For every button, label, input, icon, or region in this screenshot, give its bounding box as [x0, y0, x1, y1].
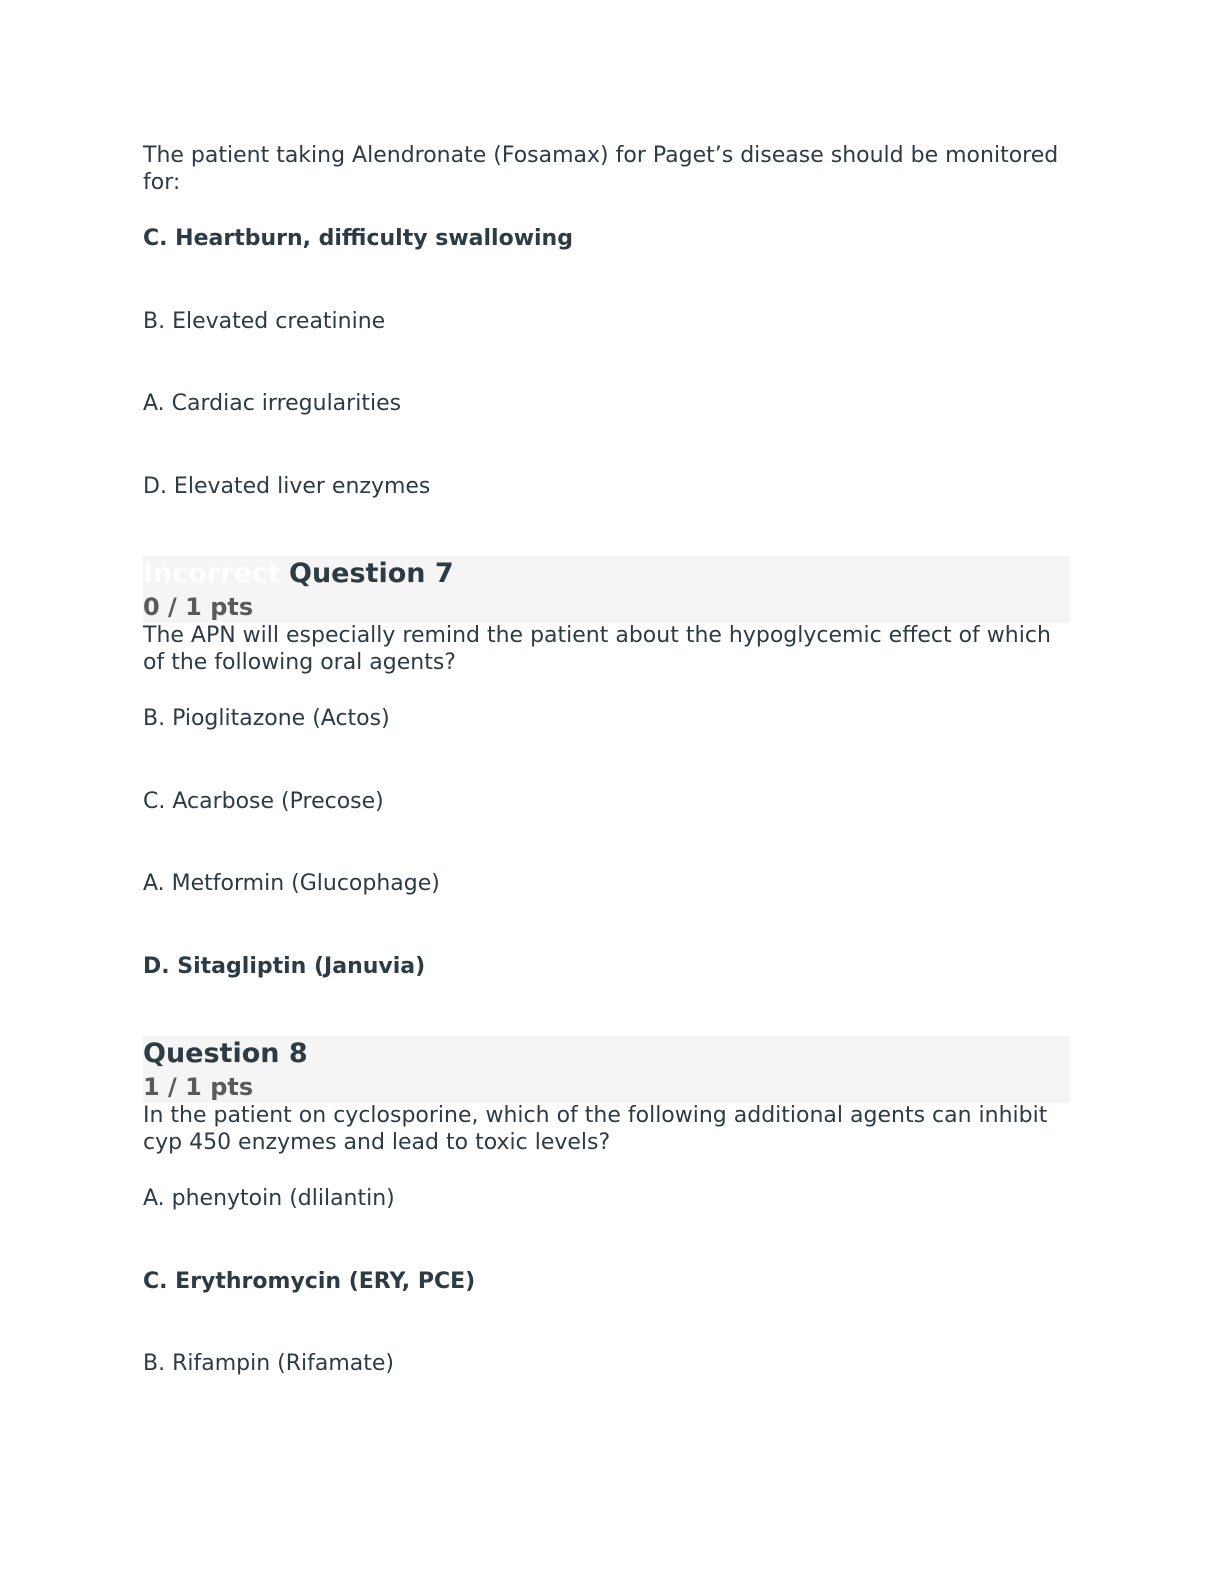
question-7-answer-c: C. Acarbose (Precose) [143, 789, 384, 814]
question-6-answer-d: D. Elevated liver enzymes [143, 474, 431, 499]
question-6-answer-b: B. Elevated creatinine [143, 309, 386, 334]
question-7-answer-a: A. Metformin (Glucophage) [143, 871, 440, 896]
question-6-answer-c: C. Heartburn, difficulty swallowing [143, 226, 573, 251]
question-6-text: The patient taking Alendronate (Fosamax) for Paget’s disease should be monitored for: [143, 143, 1059, 195]
question-8-header [143, 1036, 1070, 1103]
question-7-header [143, 556, 1070, 623]
question-6-answer-a: A. Cardiac irregularities [143, 391, 402, 416]
question-7-text: The APN will especially remind the patient about the hypoglycemic effect of which of the following oral agents? [143, 623, 1051, 675]
question-8-answer-c: C. Erythromycin (ERY, PCE) [143, 1269, 476, 1294]
question-8-points: 1 / 1 pts [143, 1073, 254, 1101]
question-7-answer-d: D. Sitagliptin (Januvia) [143, 954, 426, 979]
question-7-points: 0 / 1 pts [143, 593, 254, 621]
question-8-answer-a: A. phenytoin (dlilantin) [143, 1186, 395, 1211]
question-8-text: In the patient on cyclosporine, which of the following additional agents can inhibit cyp 450 enzymes and lead to toxic levels? [143, 1103, 1048, 1155]
question-7-title: Question 7 [289, 558, 454, 589]
question-7-answer-b: B. Pioglitazone (Actos) [143, 706, 390, 731]
question-8-title: Question 8 [143, 1038, 308, 1069]
question-8-answer-b: B. Rifampin (Rifamate) [143, 1351, 395, 1376]
question-7-status: Incorrect [143, 558, 281, 589]
